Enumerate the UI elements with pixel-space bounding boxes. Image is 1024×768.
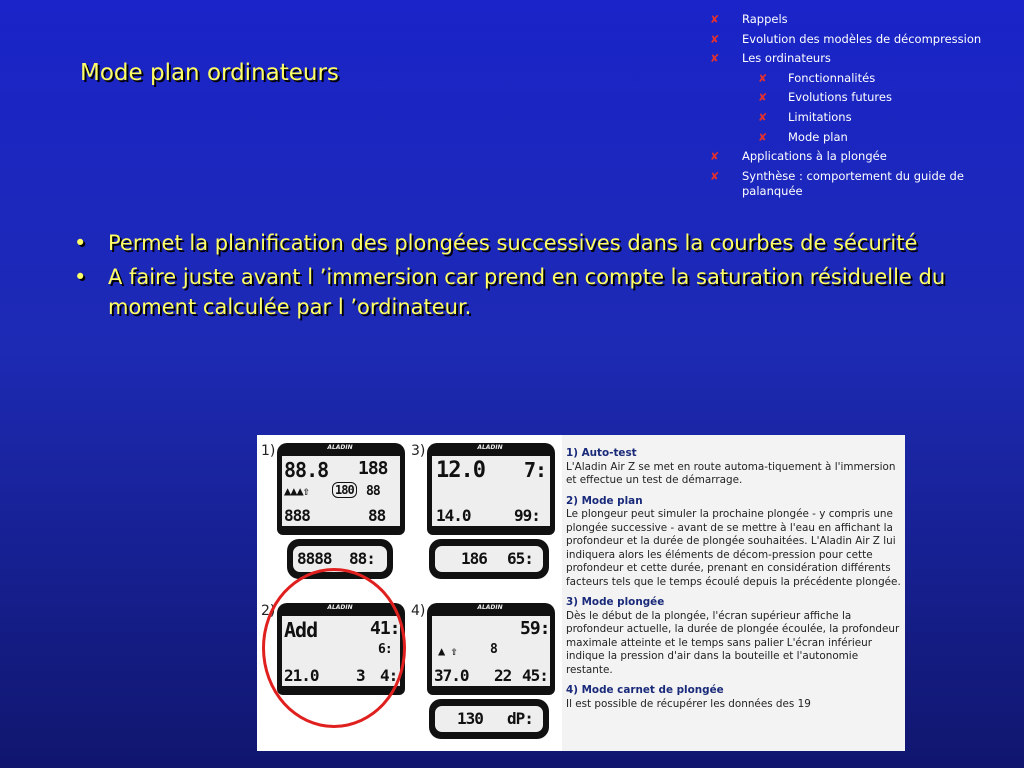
mode-text: Le plongeur peut simuler la prochaine plongée - y compris une plongée successive - avant de se mettre à l'eau en affichant la profondeur et la durée de plongée souhaitées. L'Aladin Air Z lui indiquera alors les éléments de décom-pression pour cette profondeur et cette durée, prenant en considération différents facteurs tels que le temps écoulé depuis la précédente plongée. (566, 508, 901, 588)
ascent-arrow-icon: ▲ ⇧ (438, 644, 457, 658)
dive-computer-figure (257, 435, 905, 751)
device-4-mid-right: 8 (490, 642, 497, 657)
mode-plan-highlight-circle (262, 568, 406, 728)
toc-item (700, 130, 1018, 145)
device-4-lower (429, 699, 549, 739)
bullet-item (72, 262, 952, 322)
device-3-lower-right: 65: (507, 549, 533, 568)
device-1-upper (277, 443, 405, 535)
device-label-4: 4) (411, 603, 426, 619)
device-1-lower-right: 88: (349, 549, 375, 568)
device-4-time: 59: (520, 618, 550, 639)
device-4-bottom-right: 45: (522, 666, 548, 685)
device-4-lower-right: dP: (507, 709, 533, 728)
toc-item-label: Evolutions futures (788, 90, 892, 105)
toc-item-label: Rappels (742, 12, 788, 26)
cross-mark-icon: ✘ (758, 110, 768, 124)
toc-item (700, 71, 1018, 86)
cross-mark-icon: ✘ (710, 52, 720, 66)
device-3-depth: 12.0 (436, 458, 485, 483)
mode-heading: 2) Mode plan (566, 494, 643, 507)
dive-computer-illustrations (257, 435, 562, 751)
mode-description (566, 684, 901, 711)
mode-heading: 4) Mode carnet de plongée (566, 684, 724, 696)
device-3-time: 7: (524, 458, 547, 482)
toc-item-label: Mode plan (788, 129, 848, 144)
bullet-list (72, 228, 952, 326)
device-3-lower-left: 186 (461, 549, 487, 568)
table-of-contents (700, 12, 1018, 203)
mode-description (566, 495, 901, 590)
device-1-lower-left: 8888 (297, 549, 332, 568)
mode-text: Il est possible de récupérer les données des 19 (566, 697, 811, 710)
device-2-brand: ALADIN (323, 604, 357, 613)
device-4-lower-screen (434, 705, 544, 733)
device-1-mid-right: 88 (366, 484, 380, 499)
toc-item-label: Evolution des modèles de décompression (742, 31, 982, 46)
cross-mark-icon: ✘ (758, 91, 768, 105)
toc-item-label: Limitations (788, 109, 852, 124)
mode-text: L'Aladin Air Z se met en route automa-tiquement à l'immersion et effectue un test de démarrage. (566, 460, 896, 486)
mode-heading: 1) Auto-test (566, 447, 637, 459)
toc-item (700, 90, 1018, 105)
device-2-bottom-left: 21.0 (284, 666, 319, 685)
device-4-upper (427, 603, 555, 695)
device-2-mid-right: 6: (378, 642, 392, 657)
device-4-bottom-mid: 22 (494, 666, 512, 685)
bullet-item (72, 228, 952, 258)
toc-item (700, 32, 1018, 47)
mode-text: Dès le début de la plongée, l'écran supérieur affiche la profondeur actuelle, la durée de plongée écoulée, la profondeur maximale atteinte et le temps sans palier L'écran inférieur indique la pression d'air dans la bouteille et l'autonomie restante. (566, 609, 900, 676)
toc-item-label: Synthèse : comportement du guide de palanquée (742, 168, 964, 198)
device-1-depth: 88.8 (284, 458, 329, 482)
device-3-lower-screen (434, 545, 544, 573)
device-2-bottom-mid: 3 (356, 666, 365, 685)
bullet-text: A faire juste avant l ’immersion car prend en compte la saturation résiduelle du moment calculée par l ’ordinateur. (108, 265, 946, 319)
toc-item (700, 169, 1018, 199)
device-4-bottom-left: 37.0 (434, 666, 469, 685)
cross-mark-icon: ✘ (758, 130, 768, 144)
bullet-dot-icon: • (74, 231, 87, 255)
device-3-upper (427, 443, 555, 535)
bullet-dot-icon: • (74, 265, 87, 289)
toc-item (700, 51, 1018, 66)
toc-item-label: Les ordinateurs (742, 51, 831, 66)
toc-item (700, 149, 1018, 164)
device-4-lower-left: 130 (457, 709, 483, 728)
device-3-bottom-right: 99: (514, 506, 540, 525)
device-2-bottom-right: 4: (380, 666, 398, 685)
mode-descriptions (562, 435, 905, 751)
device-1-brand: ALADIN (323, 444, 357, 453)
device-1-time: 188 (358, 458, 388, 479)
mode-heading: 3) Mode plongée (566, 596, 665, 608)
device-label-1: 1) (261, 443, 276, 459)
cross-mark-icon: ✘ (710, 13, 720, 26)
device-3-lower (429, 539, 549, 579)
bullet-text: Permet la planification des plongées successives dans la courbes de sécurité (108, 231, 918, 255)
device-1-screen (281, 455, 401, 527)
device-2-time: 41: (370, 618, 400, 639)
cross-mark-icon: ✘ (710, 169, 720, 183)
toc-item-label: Fonctionnalités (788, 70, 876, 85)
mode-description (566, 596, 901, 677)
mode-description (566, 447, 901, 488)
warning-triangles-icon: ▲▲▲⇧ (284, 484, 309, 498)
device-3-screen (431, 455, 551, 527)
device-1-bottom-right: 88 (368, 506, 386, 525)
toc-item (700, 110, 1018, 125)
device-2-add: Add (284, 618, 318, 642)
device-1-bottom-left: 888 (284, 506, 310, 525)
toc-item-label: Applications à la plongée (742, 149, 887, 164)
device-label-3: 3) (411, 443, 426, 459)
device-4-screen (431, 615, 551, 687)
cross-mark-icon: ✘ (758, 71, 768, 85)
device-3-bottom-left: 14.0 (436, 506, 471, 525)
cross-mark-icon: ✘ (710, 150, 720, 164)
device-3-brand: ALADIN (473, 444, 507, 453)
cross-mark-icon: ✘ (710, 32, 720, 46)
device-label-2: 2) (261, 603, 276, 619)
device-4-brand: ALADIN (473, 604, 507, 613)
device-1-center: 180 (332, 482, 357, 498)
toc-item (700, 12, 1018, 27)
slide-title: Mode plan ordinateurs (80, 60, 339, 86)
